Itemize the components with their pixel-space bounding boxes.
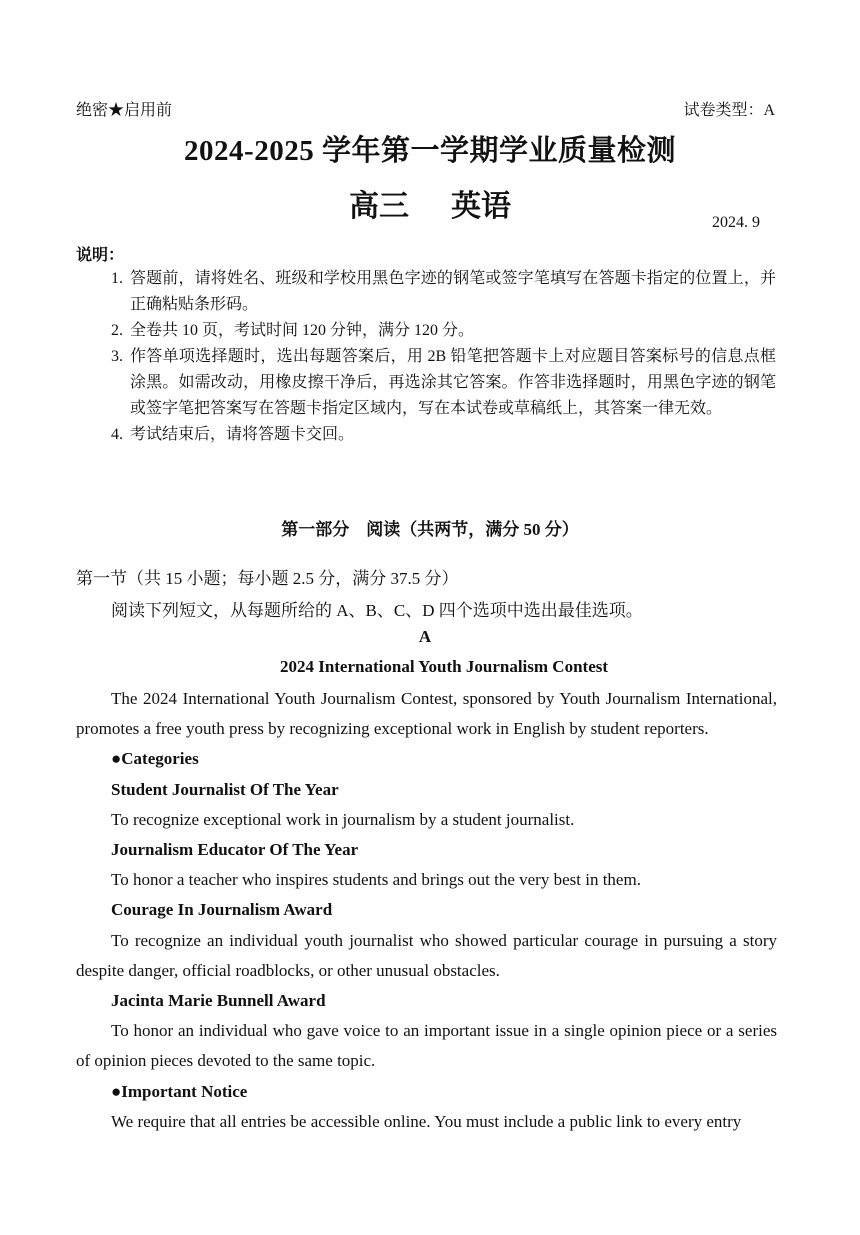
part-heading: 第一部分 阅读（共两节，满分 50 分） (281, 520, 579, 539)
passage-title: 2024 International Youth Journalism Contest (279, 657, 609, 676)
category-desc: To honor a teacher who inspires students and brings out the very best in them. (111, 870, 641, 890)
section-heading: 第一节（共 15 小题；每小题 2.5 分，满分 37.5 分） (76, 569, 459, 588)
grade-label: 高三 (349, 190, 409, 223)
passage-body (76, 684, 777, 1137)
notes-list (76, 266, 776, 448)
category-desc: To honor an individual who gave voice to an important issue in a single opinion piece or a series of opinion pieces devoted to the same topic. (76, 1021, 777, 1071)
section-instruction: 阅读下列短文，从每题所给的 A、B、C、D 四个选项中选出最佳选项。 (111, 601, 643, 620)
note-text: 全卷共 10 页，考试时间 120 分钟，满分 120 分。 (130, 322, 475, 339)
paper-type-label: 试卷类型：A (683, 102, 775, 119)
note-item (76, 344, 776, 422)
confidential-label: 绝密★启用前 (76, 102, 173, 119)
notice-text: We require that all entries be accessible online. You must include a public link to every entry (111, 1111, 742, 1131)
category-name: Courage In Journalism Award (111, 900, 333, 920)
note-text: 答题前，请将姓名、班级和学校用黑色字迹的钢笔或签字笔填写在答题卡指定的位置上，并正确粘贴条形码。 (130, 270, 776, 313)
notes-heading: 说明： (76, 247, 125, 264)
subject-label: 英语 (451, 190, 511, 223)
note-item (76, 422, 776, 448)
note-item (76, 266, 776, 318)
passage-intro: The 2024 International Youth Journalism Contest, sponsored by Youth Journalism International, promotes a free youth press by recognizing exceptional work in English by student reporters. (76, 689, 777, 739)
category-name: Jacinta Marie Bunnell Award (111, 991, 326, 1011)
note-text: 作答单项选择题时，选出每题答案后，用 2B 铅笔把答题卡上对应题目答案标号的信息点框涂黑。如需改动，用橡皮擦干净后，再选涂其它答案。作答非选择题时，用黑色字迹的钢笔或签字笔把答案写在答题卡指定区域内，写在本试卷或草稿纸上，其答案一律无效。 (130, 348, 776, 417)
category-name: Student Journalist Of The Year (111, 779, 339, 799)
note-text: 考试结束后，请将答题卡交回。 (130, 426, 355, 443)
notice-heading: ●Important Notice (111, 1081, 248, 1101)
passage-letter: A (418, 627, 432, 646)
categories-heading: ●Categories (111, 749, 199, 769)
category-desc: To recognize an individual youth journalist who showed particular courage in pursuing a story despite danger, official roadblocks, or other unusual obstacles. (76, 930, 777, 980)
note-number: 2. (111, 322, 123, 339)
note-number: 1. (111, 270, 123, 287)
exam-date: 2024. 9 (712, 214, 760, 231)
category-name: Journalism Educator Of The Year (111, 840, 359, 860)
note-number: 3. (111, 348, 123, 365)
category-desc: To recognize exceptional work in journalism by a student journalist. (111, 809, 575, 829)
note-item (76, 318, 776, 344)
exam-title: 2024-2025 学年第一学期学业质量检测 (184, 135, 676, 167)
note-number: 4. (111, 426, 123, 443)
